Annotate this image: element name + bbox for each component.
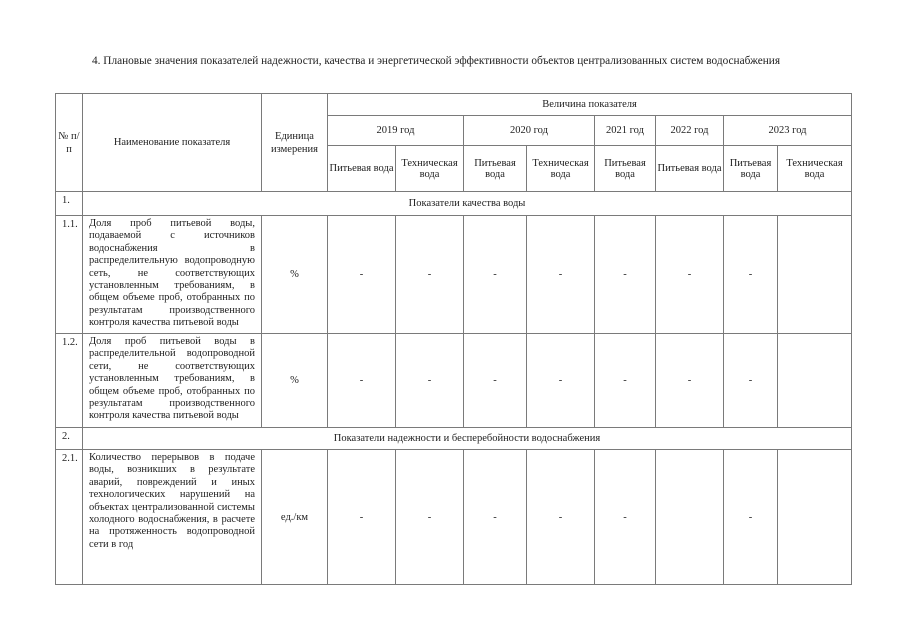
value-cell: - <box>724 450 778 585</box>
value-cell: - <box>595 450 656 585</box>
value-cell: - <box>328 450 396 585</box>
subheader-drink-water: Питьевая вода <box>724 146 778 192</box>
section-number: 1. <box>56 192 83 216</box>
value-cell <box>778 450 852 585</box>
year-header-2023: 2023 год <box>724 116 852 146</box>
table-row <box>56 450 852 585</box>
indicator-name: Доля проб питьевой воды, подаваемой с источников водоснабжения в распределительную водопроводную сеть, не соответствующих установленным требованиям, в общем объеме проб, отобранных по результатам производственного контроля качества питьевой воды <box>83 216 262 334</box>
unit-cell: % <box>262 216 328 334</box>
value-cell: - <box>527 334 595 428</box>
subheader-drink-water: Питьевая вода <box>464 146 527 192</box>
row-number: 2.1. <box>56 450 83 585</box>
value-cell: - <box>464 450 527 585</box>
header-row-1 <box>56 94 852 116</box>
col-unit-header: Единица измерения <box>262 94 328 192</box>
year-header-2022: 2022 год <box>656 116 724 146</box>
value-cell: - <box>724 334 778 428</box>
value-cell: - <box>464 216 527 334</box>
year-header-2020: 2020 год <box>464 116 595 146</box>
year-header-2021: 2021 год <box>595 116 656 146</box>
value-cell <box>778 334 852 428</box>
subheader-tech-water: Техническая вода <box>778 146 852 192</box>
subheader-drink-water: Питьевая вода <box>595 146 656 192</box>
row-number: 1.1. <box>56 216 83 334</box>
subheader-tech-water: Техническая вода <box>527 146 595 192</box>
value-cell: - <box>595 334 656 428</box>
indicator-name: Количество перерывов в подаче воды, возникших в результате аварий, повреждений и иных технологических нарушений на объектах централизованной системы холодного водоснабжения, в расчете на протяженность водопроводной сети в год <box>83 450 262 585</box>
value-cell: - <box>527 216 595 334</box>
value-cell: - <box>328 334 396 428</box>
indicators-table <box>55 93 852 585</box>
section-row <box>56 428 852 450</box>
subheader-drink-water: Питьевая вода <box>328 146 396 192</box>
value-cell: - <box>328 216 396 334</box>
col-num-header: № п/п <box>56 94 83 192</box>
value-cell: - <box>527 450 595 585</box>
value-cell: - <box>396 334 464 428</box>
year-header-2019: 2019 год <box>328 116 464 146</box>
indicator-name: Доля проб питьевой воды в распределительной водопроводной сети, не соответствующих установленным требованиям, в общем объеме проб, отобранных по результатам производственного контроля качества питьевой воды <box>83 334 262 428</box>
section-title: Показатели качества воды <box>83 192 852 216</box>
table-row <box>56 216 852 334</box>
section-row <box>56 192 852 216</box>
col-name-header: Наименование показателя <box>83 94 262 192</box>
table-row <box>56 334 852 428</box>
subheader-tech-water: Техническая вода <box>396 146 464 192</box>
row-number: 1.2. <box>56 334 83 428</box>
section-number: 2. <box>56 428 83 450</box>
col-value-header: Величина показателя <box>328 94 852 116</box>
value-cell: - <box>464 334 527 428</box>
section-title: Показатели надежности и бесперебойности водоснабжения <box>83 428 852 450</box>
value-cell: - <box>396 450 464 585</box>
section-heading: 4. Плановые значения показателей надежности, качества и энергетической эффективности объектов централизованных систем водоснабжения <box>92 55 781 67</box>
value-cell: - <box>656 334 724 428</box>
subheader-drink-water: Питьевая вода <box>656 146 724 192</box>
value-cell: - <box>724 216 778 334</box>
value-cell: - <box>595 216 656 334</box>
value-cell <box>656 450 724 585</box>
unit-cell: ед./км <box>262 450 328 585</box>
value-cell <box>778 216 852 334</box>
value-cell: - <box>396 216 464 334</box>
value-cell: - <box>656 216 724 334</box>
unit-cell: % <box>262 334 328 428</box>
